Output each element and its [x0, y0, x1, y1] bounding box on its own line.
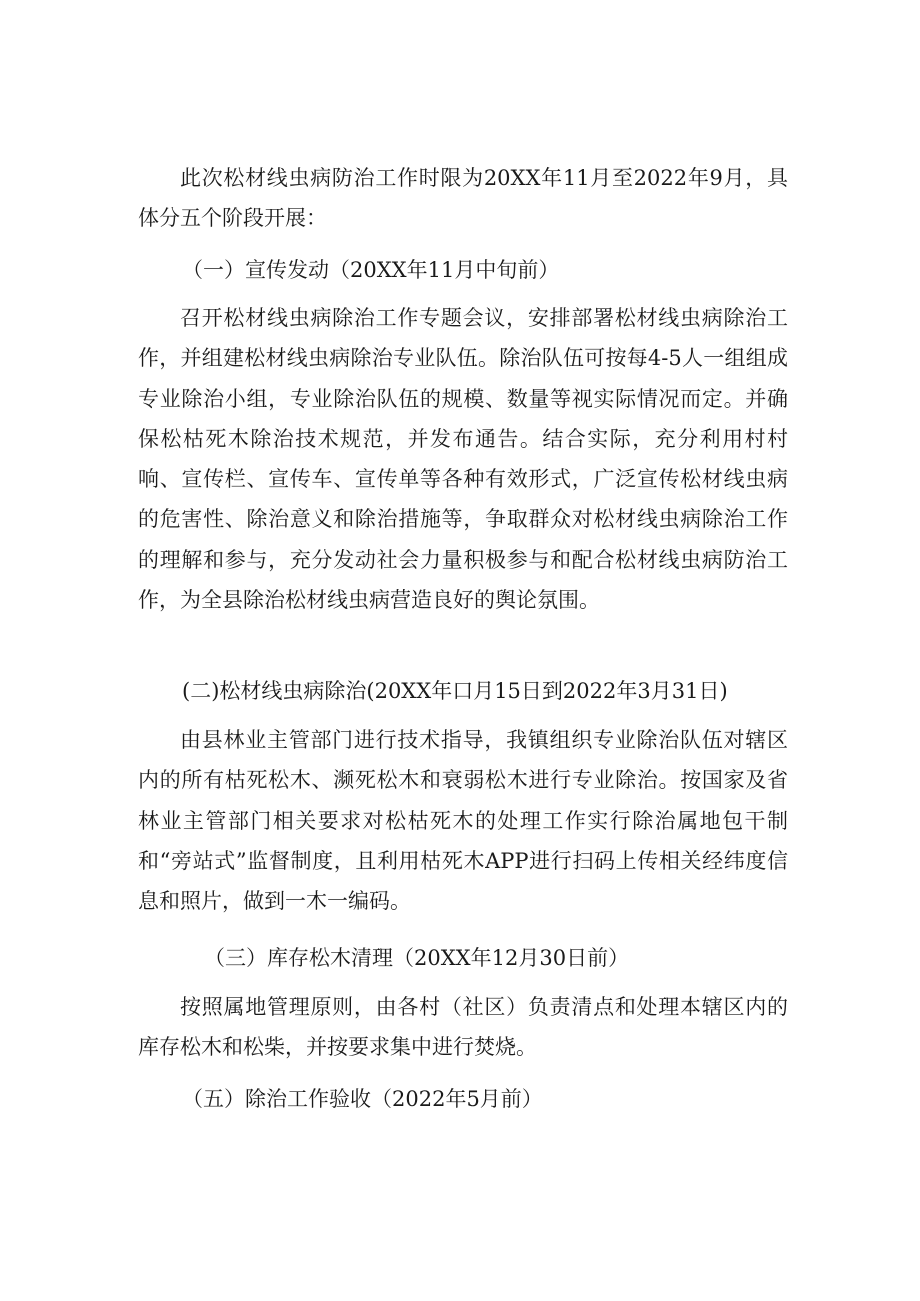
section-body-2: 由县林业主管部门进行技术指导，我镇组织专业除治队伍对辖区内的所有枯死松木、濒死松木和衰弱松木进行专业除治。按国家及省林业主管部门相关要求对松枯死木的处理工作实行除治属地包干制和“旁站式”监督制度，且利用枯死木APP进行扫码上传相关经纬度信息和照片，做到一木一编码。: [138, 728, 788, 914]
section-heading-1: （一）宣传发动（20XX年11月中旬前）: [182, 258, 560, 282]
section-heading-3: （三）库存松木清理（20XX年12月30日前）: [204, 946, 630, 970]
section-body-3: 按照属地管理原则，由各村（社区）负责清点和处理本辖区内的库存松木和松柴，并按要求集中进行焚烧。: [138, 995, 788, 1060]
intro-paragraph: 此次松材线虫病防治工作时限为20XX年11月至2022年9月，具体分五个阶段开展：: [138, 166, 788, 231]
section-heading-2: (二)松材线虫病除治(20XX年口月15日到2022年3月31日): [182, 679, 728, 703]
section-body-1: 召开松材线虫病除治工作专题会议，安排部署松材线虫病除治工作，并组建松材线虫病除治专业队伍。除治队伍可按每4-5人一组组成专业除治小组，专业除治队伍的规模、数量等视实际情况而定。并确保松枯死木除治技术规范，并发布通告。结合实际，充分利用村村响、宣传栏、宣传车、宣传单等各种有效形式，广泛宣传松材线虫病的危害性、除治意义和除治措施等，争取群众对松材线虫病除治工作的理解和参与，充分发动社会力量积极参与和配合松材线虫病防治工作，为全县除治松材线虫病营造良好的舆论氛围。: [138, 306, 788, 613]
section-heading-5: （五）除治工作验收（2022年5月前）: [182, 1087, 543, 1111]
